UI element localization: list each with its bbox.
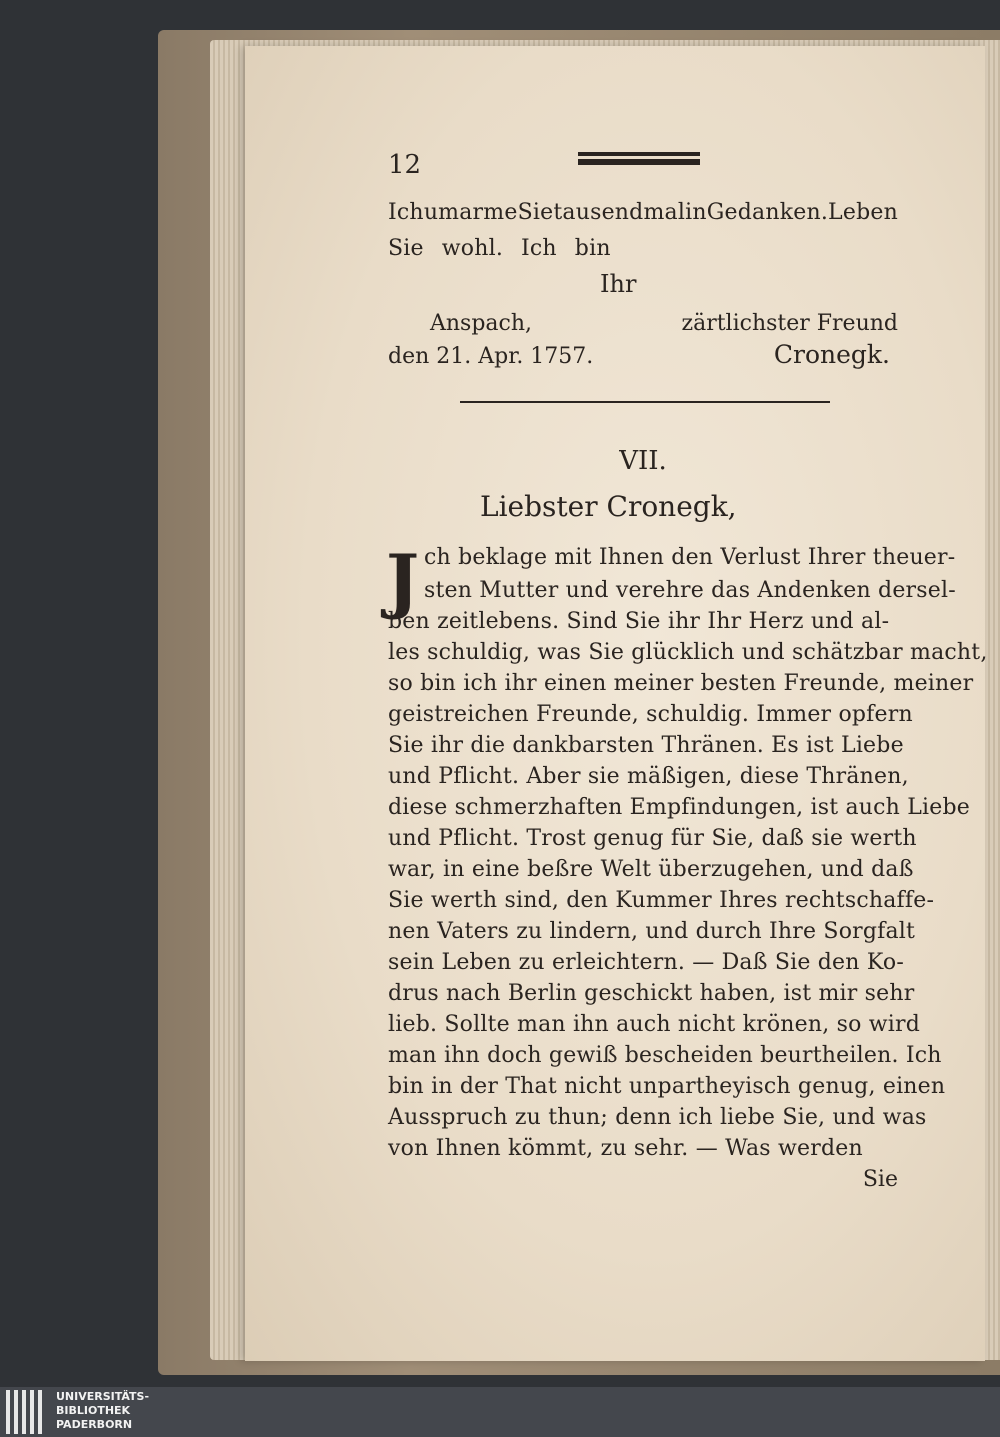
library-footer xyxy=(0,1387,1000,1437)
body-line: ch beklage mit Ihnen den Verlust Ihrer theuer- xyxy=(424,545,956,570)
body-line: lieb. Sollte man ihn auch nicht krönen, so wird xyxy=(388,1012,921,1037)
body-line: sten Mutter und verehre das Andenken dersel- xyxy=(424,578,956,603)
library-logo-icon xyxy=(6,1390,50,1434)
body-line: bin in der That nicht unpartheyisch genug, einen xyxy=(388,1074,946,1099)
body-line: so bin ich ihr einen meiner besten Freunde, meiner xyxy=(388,671,974,696)
letter-date: den 21. Apr. 1757. xyxy=(388,344,594,369)
body-line: Ausspruch zu thun; denn ich liebe Sie, und was xyxy=(388,1105,927,1130)
body-line: und Pflicht. Trost genug für Sie, daß sie werth xyxy=(388,826,917,851)
letter-line-2: Sie wohl. Ich bin xyxy=(388,236,611,261)
body-line: diese schmerzhaften Empfindungen, ist auch Liebe xyxy=(388,795,970,820)
body-line: Sie werth sind, den Kummer Ihres rechtschaffe- xyxy=(388,888,935,913)
letter-closing: zärtlichster Freund xyxy=(681,311,898,336)
body-line: ben zeitlebens. Sind Sie ihr Ihr Herz und al- xyxy=(388,609,890,634)
body-line: drus nach Berlin geschickt haben, ist mir sehr xyxy=(388,981,915,1006)
greeting: Liebster Cronegk, xyxy=(480,490,737,523)
library-logo-text: UNIVERSITÄTS- BIBLIOTHEK PADERBORN xyxy=(56,1390,150,1431)
drop-cap: J xyxy=(386,539,420,622)
header-ornament xyxy=(578,152,700,166)
body-line: geistreichen Freunde, schuldig. Immer opfern xyxy=(388,702,913,727)
page-number: 12 xyxy=(388,150,422,180)
body-line: von Ihnen kömmt, zu sehr. — Was werden xyxy=(388,1136,863,1161)
body-line: nen Vaters zu lindern, und durch Ihre Sorgfalt xyxy=(388,919,916,944)
section-number: VII. xyxy=(619,446,667,476)
body-line: les schuldig, was Sie glücklich und schätzbar macht, xyxy=(388,640,988,665)
body-line: war, in eine beßre Welt überzugehen, und daß xyxy=(388,857,914,882)
catchword: Sie xyxy=(862,1167,898,1192)
body-line: sein Leben zu erleichtern. — Daß Sie den Ko- xyxy=(388,950,904,975)
salutation: Ihr xyxy=(600,270,637,298)
letter-line-1: Ich umarme Sie tausendmal in Gedanken. Leben xyxy=(388,200,898,225)
section-rule xyxy=(460,401,830,403)
body-line: Sie ihr die dankbarsten Thränen. Es ist Liebe xyxy=(388,733,904,758)
body-line: man ihn doch gewiß bescheiden beurtheilen. Ich xyxy=(388,1043,942,1068)
letter-place: Anspach, xyxy=(430,311,533,336)
letter-signature: Cronegk. xyxy=(773,340,890,369)
body-line: und Pflicht. Aber sie mäßigen, diese Thränen, xyxy=(388,764,909,789)
